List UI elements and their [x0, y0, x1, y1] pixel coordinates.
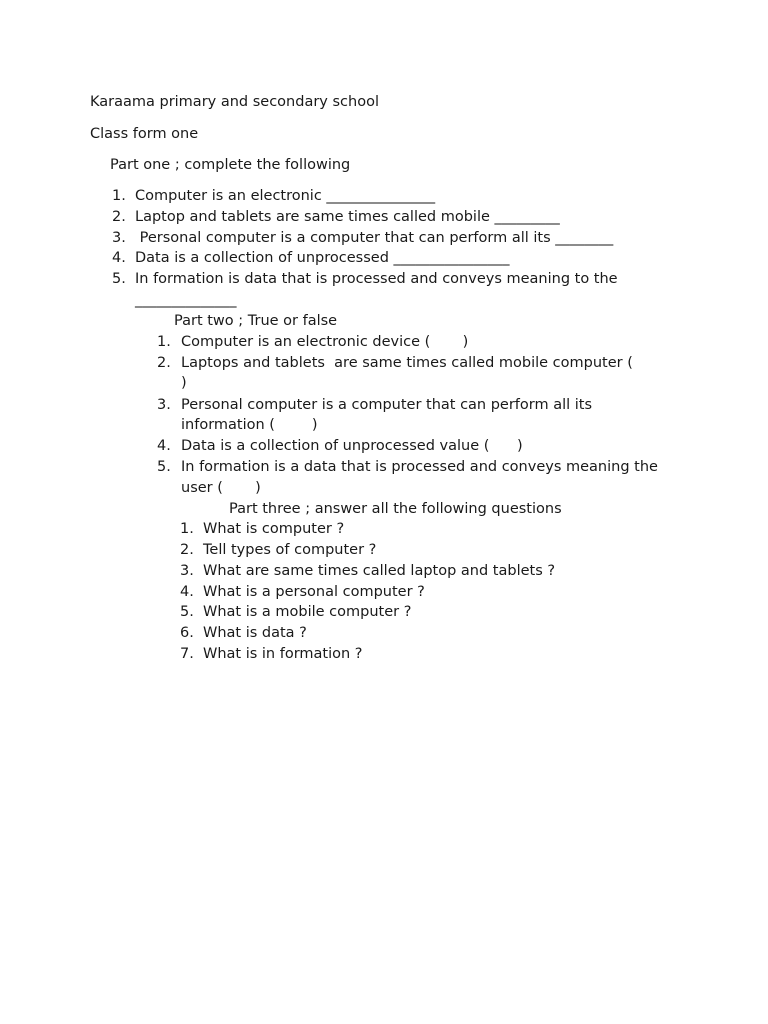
list-item-text: Laptops and tablets are same times called mobile computer ( [181, 355, 633, 371]
list-item-number: 3. [112, 230, 126, 246]
list-item-text: What is a personal computer ? [203, 584, 425, 600]
list-item-text: Computer is an electronic _______________ [135, 188, 436, 204]
list-item-number: 5. [157, 459, 171, 475]
part-three-title: Part three ; answer all the following questions [229, 501, 562, 517]
list-item-continuation: information ( ) [181, 417, 318, 433]
list-item-number: 1. [157, 334, 171, 350]
list-item-number: 2. [112, 209, 126, 225]
list-item-number: 4. [112, 250, 126, 266]
part-one-title: Part one ; complete the following [110, 157, 351, 173]
list-item-number: 1. [112, 188, 126, 204]
list-item-text: Data is a collection of unprocessed value ( ) [181, 438, 523, 454]
list-item-number: 2. [180, 542, 194, 558]
list-item-text: What is computer ? [203, 521, 345, 537]
list-item-text: Tell types of computer ? [203, 542, 377, 558]
list-item-number: 7. [180, 646, 194, 662]
list-item-continuation: user ( ) [181, 480, 261, 496]
class-name: Class form one [90, 126, 199, 142]
school-name: Karaama primary and secondary school [90, 94, 379, 110]
list-item-text: In formation is data that is processed and conveys meaning to the [135, 271, 618, 287]
list-item-continuation: ) [181, 375, 187, 391]
list-item-text: Laptop and tablets are same times called mobile _________ [135, 209, 560, 225]
list-item-number: 5. [180, 604, 194, 620]
list-item-number: 1. [180, 521, 194, 537]
list-item-text: What is data ? [203, 625, 307, 641]
list-item-text: Personal computer is a computer that can perform all its [181, 397, 593, 413]
list-item-text: What is a mobile computer ? [203, 604, 412, 620]
list-item-number: 4. [180, 584, 194, 600]
list-item-continuation: ______________ [135, 292, 237, 308]
list-item-number: 5. [112, 271, 126, 287]
list-item-text: Computer is an electronic device ( ) [181, 334, 469, 350]
list-item-text: In formation is a data that is processed and conveys meaning the [181, 459, 658, 475]
list-item-number: 6. [180, 625, 194, 641]
list-item-number: 3. [180, 563, 194, 579]
list-item-text: What are same times called laptop and tablets ? [203, 563, 556, 579]
list-item-number: 2. [157, 355, 171, 371]
list-item-text: Data is a collection of unprocessed ________________ [135, 250, 510, 266]
list-item-number: 3. [157, 397, 171, 413]
list-item-text: Personal computer is a computer that can perform all its ________ [135, 230, 614, 246]
list-item-number: 4. [157, 438, 171, 454]
list-item-text: What is in formation ? [203, 646, 363, 662]
part-two-title: Part two ; True or false [174, 313, 338, 329]
